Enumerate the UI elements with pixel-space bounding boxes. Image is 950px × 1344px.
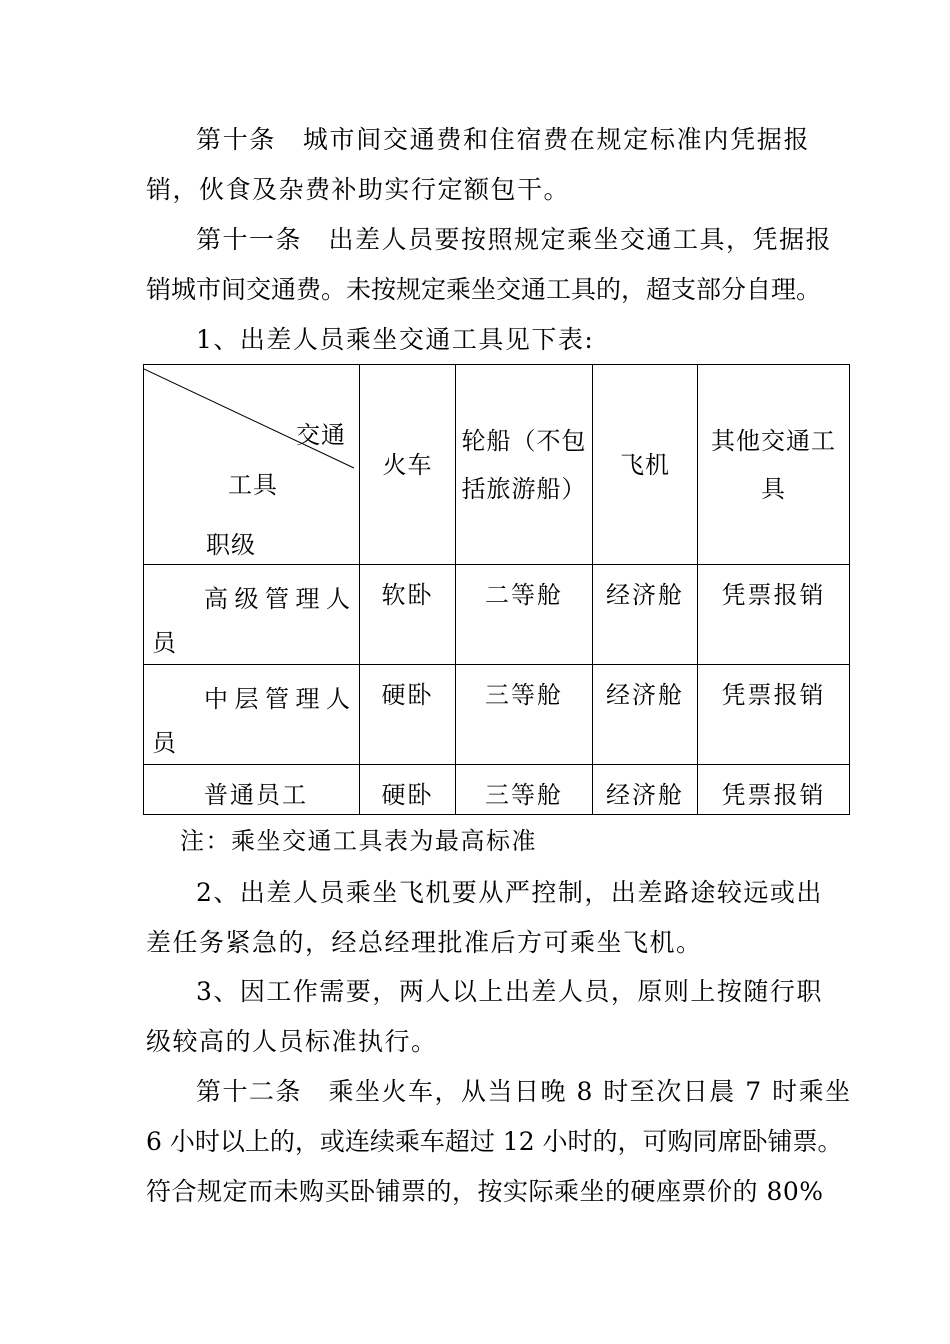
header-label-tool: 工具: [228, 471, 278, 499]
table-note: 注：乘坐交通工具表为最高标准: [180, 827, 537, 855]
article-10-line-1: 第十条 城市间交通费和住宿费在规定标准内凭据报: [196, 125, 810, 154]
rank-label-line-2: 员: [152, 729, 177, 757]
train-cell: 软卧: [360, 565, 456, 665]
train-cell: 硬卧: [360, 665, 456, 765]
rank-label-line-1: 中层管理人: [204, 685, 351, 713]
plane-cell: 经济舱: [593, 565, 698, 665]
plane-cell: 经济舱: [593, 665, 698, 765]
header-plane: 飞机: [593, 365, 698, 565]
train-cell: 硬卧: [360, 765, 456, 815]
header-ship-line-2: 括旅游船）: [461, 474, 587, 503]
rank-label-line-2: 员: [152, 629, 177, 657]
ship-cell: 三等舱: [456, 665, 593, 765]
rank-label-line-1: 高级管理人: [204, 585, 351, 613]
header-other: [698, 365, 850, 565]
item-3-line-2: 级较高的人员标准执行。: [146, 1027, 438, 1056]
table-header-row: [144, 365, 850, 565]
header-label-rank: 职级: [206, 531, 256, 559]
table-row: [144, 665, 850, 765]
rank-label: 普通员工: [204, 781, 308, 809]
article-11-line-1: 第十一条 出差人员要按照规定乘坐交通工具，凭据报: [196, 225, 833, 254]
header-ship: [456, 365, 593, 565]
article-12-line-1: 第十二条 乘坐火车，从当日晚 8 时至次日晨 7 时乘坐: [196, 1077, 852, 1106]
item-2-line-2: 差任务紧急的，经总经理批准后方可乘坐飞机。: [146, 928, 703, 957]
header-ship-line-1: 轮船（不包: [461, 426, 587, 455]
article-12-line-3: 符合规定而未购买卧铺票的，按实际乘坐的硬座票价的 80%: [146, 1177, 824, 1206]
header-other-line-2: 具: [761, 474, 786, 503]
table-row: [144, 565, 850, 665]
header-other-line-1: 其他交通工: [711, 426, 836, 455]
article-10-line-2: 销，伙食及杂费补助实行定额包干。: [146, 175, 571, 204]
table-row: [144, 765, 850, 815]
other-cell: 凭票报销: [698, 565, 850, 665]
other-cell: 凭票报销: [698, 665, 850, 765]
rank-cell: [144, 665, 360, 765]
article-11-line-2: 销城市间交通费。未按规定乘坐交通工具的，超支部分自理。: [146, 275, 822, 304]
ship-cell: 二等舱: [456, 565, 593, 665]
item-2-line-1: 2、出差人员乘坐飞机要从严控制，出差路途较远或出: [196, 878, 823, 907]
transport-standard-table: [143, 364, 850, 815]
header-train: 火车: [360, 365, 456, 565]
diagonal-header-cell: [144, 365, 360, 565]
rank-cell: [144, 765, 360, 815]
plane-cell: 经济舱: [593, 765, 698, 815]
item-3-line-1: 3、因工作需要，两人以上出差人员，原则上按随行职: [196, 977, 823, 1006]
ship-cell: 三等舱: [456, 765, 593, 815]
table-intro: 1、出差人员乘坐交通工具见下表:: [196, 325, 595, 354]
header-label-transport: 交通: [296, 421, 346, 449]
rank-cell: [144, 565, 360, 665]
other-cell: 凭票报销: [698, 765, 850, 815]
article-12-line-2: 6 小时以上的，或连续乘车超过 12 小时的，可购同席卧铺票。: [146, 1127, 843, 1156]
